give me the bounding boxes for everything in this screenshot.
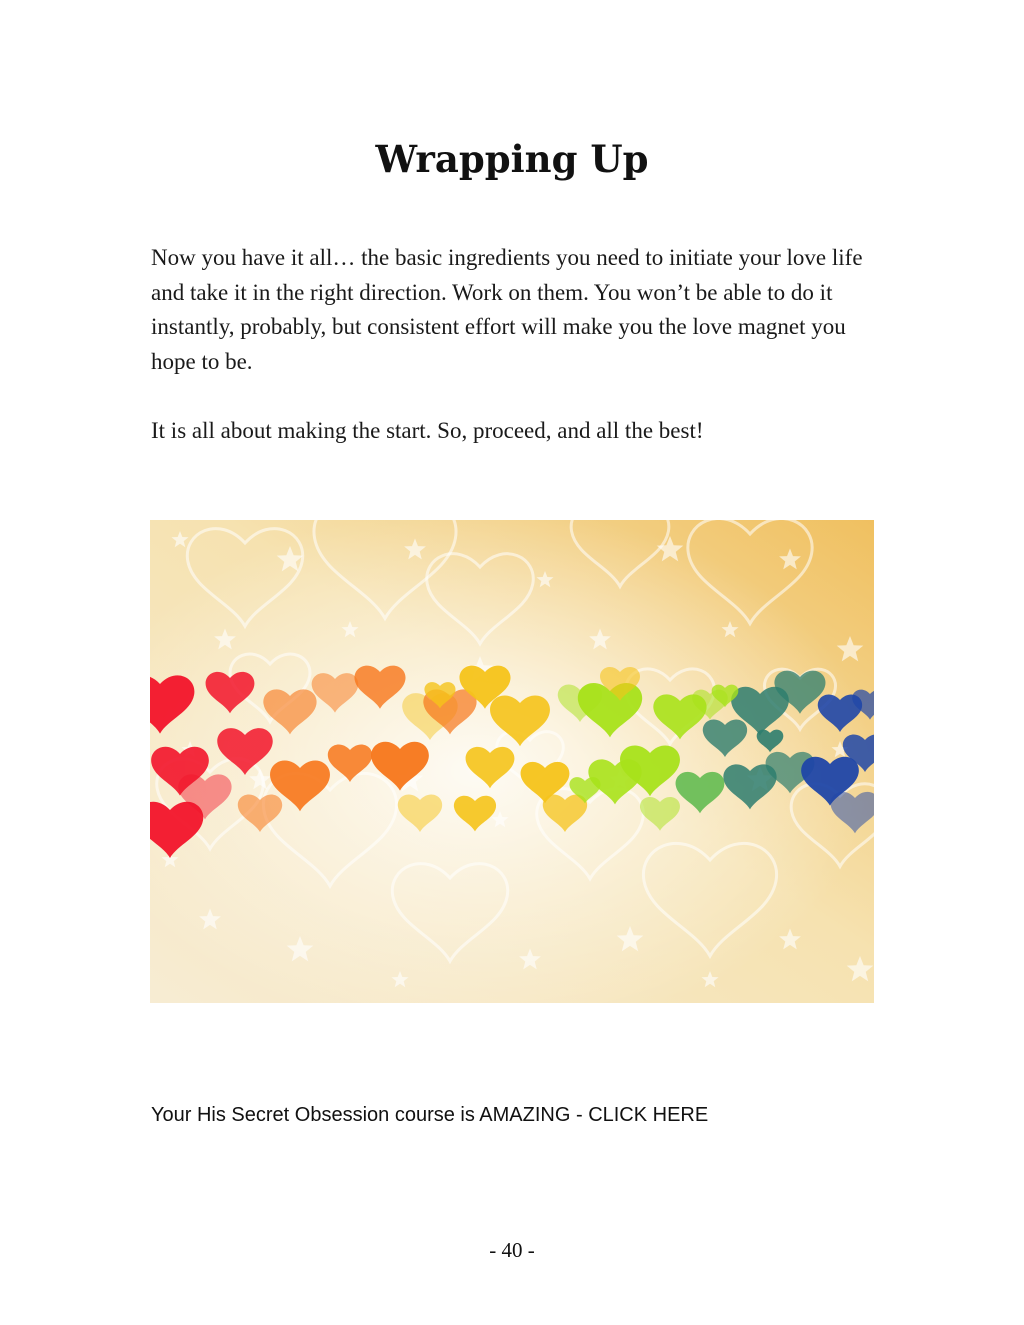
body-paragraph-1: Now you have it all… the basic ingredients you need to initiate your love life and take it in the right direction. Work on them. You won’t be able to do it instantly, probably, but consistent effort will make you the love magnet you hope to be. (151, 245, 863, 374)
cta-link[interactable]: Your His Secret Obsession course is AMAZING - CLICK HERE (151, 1104, 709, 1126)
body-paragraph-2: It is all about making the start. So, proceed, and all the best! (151, 418, 704, 443)
page-number: - 40 - (489, 1238, 535, 1262)
hearts-illustration (150, 520, 874, 1003)
page-title: Wrapping Up (375, 137, 649, 181)
